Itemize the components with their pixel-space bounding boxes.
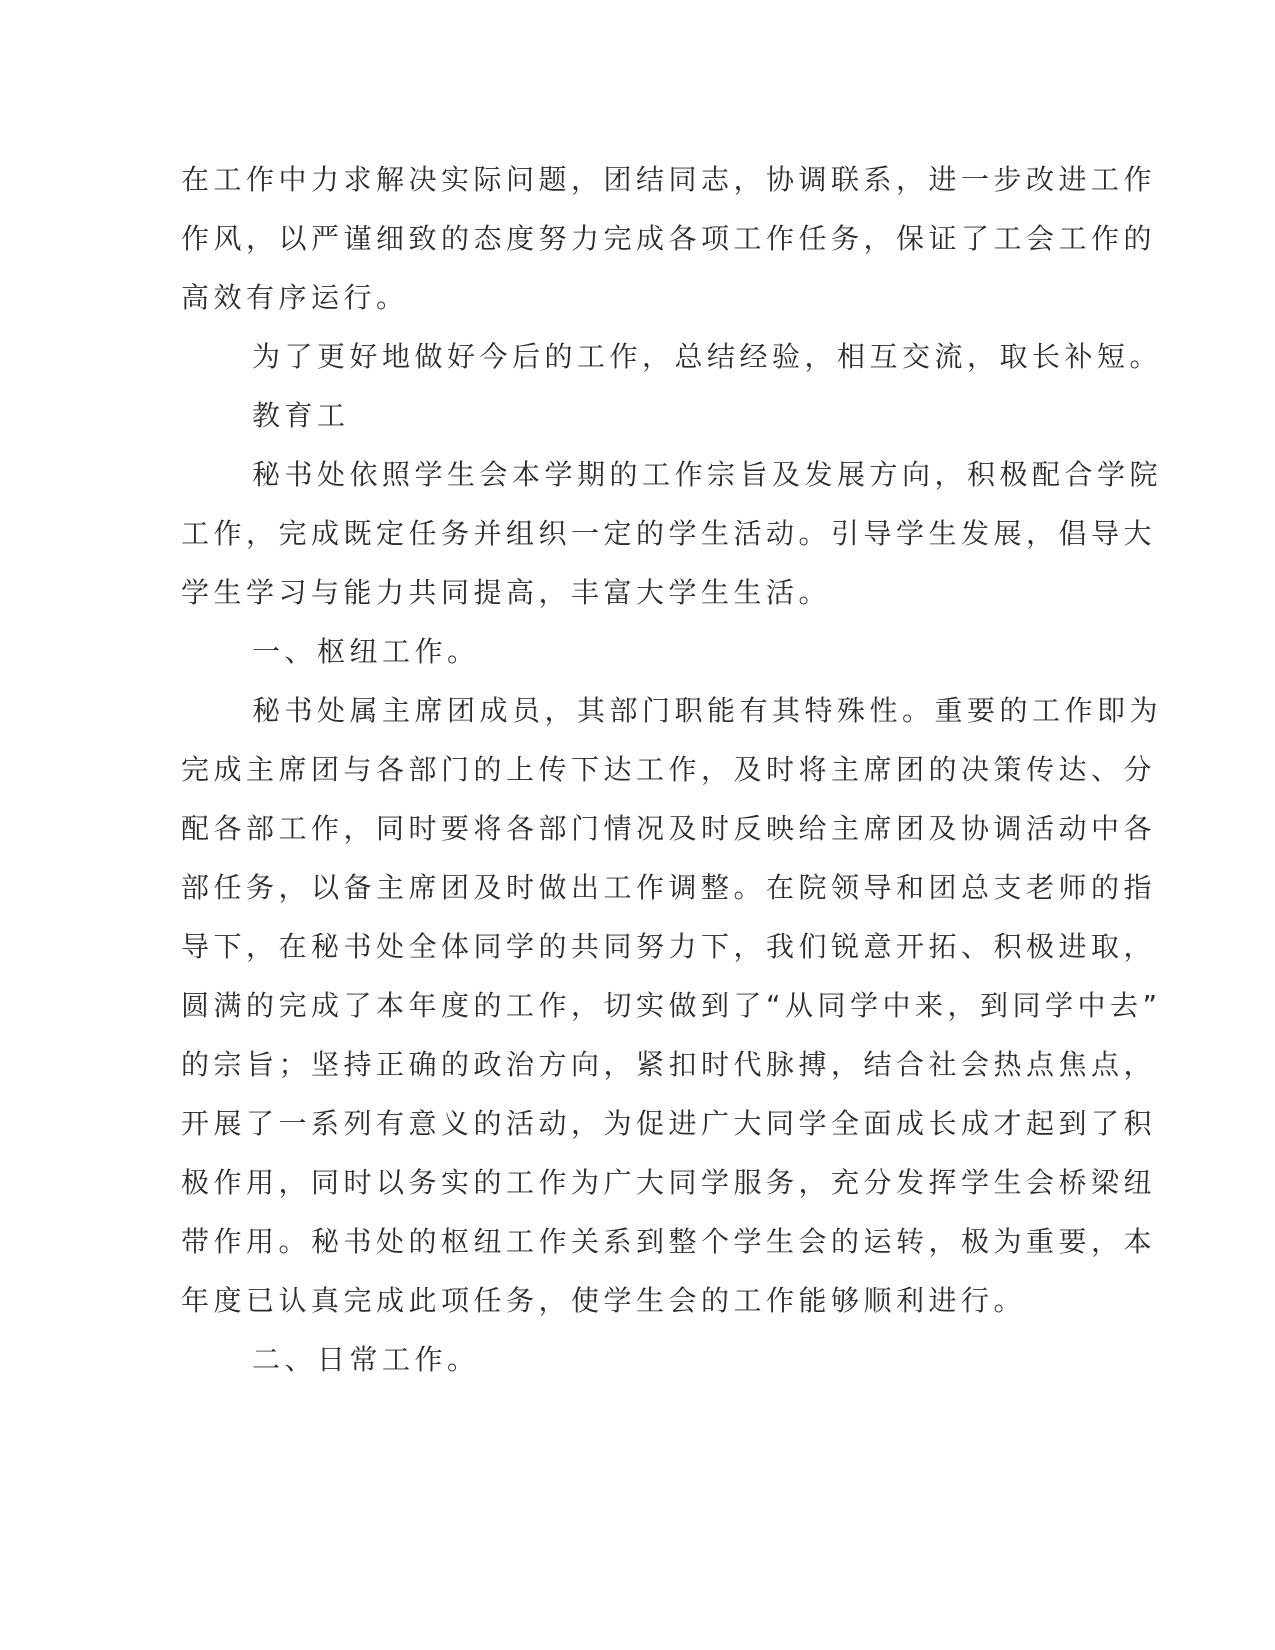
text-line: 圆满的完成了本年度的工作，切实做到了“从同学中来，到同学中去”: [181, 989, 1162, 1022]
section-heading: [181, 1330, 1041, 1389]
paragraph: [181, 327, 1163, 386]
text-line: 高效有序运行。: [181, 281, 409, 314]
paragraph: [181, 445, 1163, 622]
text-line: 的宗旨；坚持正确的政治方向，紧扣时代脉搏，结合社会热点焦点，: [181, 1048, 1157, 1081]
section-heading: [181, 622, 1041, 681]
text-line: 二、日常工作。: [252, 1343, 480, 1376]
paragraph: [181, 681, 1163, 1330]
text-line: 秘书处属主席团成员，其部门职能有其特殊性。重要的工作即为: [252, 694, 1163, 727]
text-line: 极作用，同时以务实的工作为广大同学服务，充分发挥学生会桥梁纽: [181, 1166, 1157, 1199]
text-line: 一、枢纽工作。: [252, 635, 480, 668]
text-line: 带作用。秘书处的枢纽工作关系到整个学生会的运转，极为重要，本: [181, 1225, 1157, 1258]
document-body: [181, 150, 1163, 1389]
text-line: 导下，在秘书处全体同学的共同努力下，我们锐意开拓、积极进取，: [181, 930, 1157, 963]
text-line: 教育工: [252, 399, 350, 432]
text-line: 工作，完成既定任务并组织一定的学生活动。引导学生发展，倡导大: [181, 517, 1157, 550]
text-line: 作风，以严谨细致的态度努力完成各项工作任务，保证了工会工作的: [181, 222, 1157, 255]
paragraph: [181, 386, 1041, 445]
text-line: 学生学习与能力共同提高，丰富大学生生活。: [181, 576, 832, 609]
text-line: 在工作中力求解决实际问题，团结同志，协调联系，进一步改进工作: [181, 163, 1157, 196]
text-line: 配各部工作，同时要将各部门情况及时反映给主席团及协调活动中各: [181, 812, 1157, 845]
text-line: 开展了一系列有意义的活动，为促进广大同学全面成长成才起到了积: [181, 1107, 1157, 1140]
text-line: 完成主席团与各部门的上传下达工作，及时将主席团的决策传达、分: [181, 753, 1157, 786]
text-line: 为了更好地做好今后的工作，总结经验，相互交流，取长补短。: [252, 340, 1163, 373]
paragraph: [181, 150, 1157, 327]
text-line: 秘书处依照学生会本学期的工作宗旨及发展方向，积极配合学院: [252, 458, 1163, 491]
text-line: 部任务，以备主席团及时做出工作调整。在院领导和团总支老师的指: [181, 871, 1157, 904]
text-line: 年度已认真完成此项任务，使学生会的工作能够顺利进行。: [181, 1284, 1027, 1317]
